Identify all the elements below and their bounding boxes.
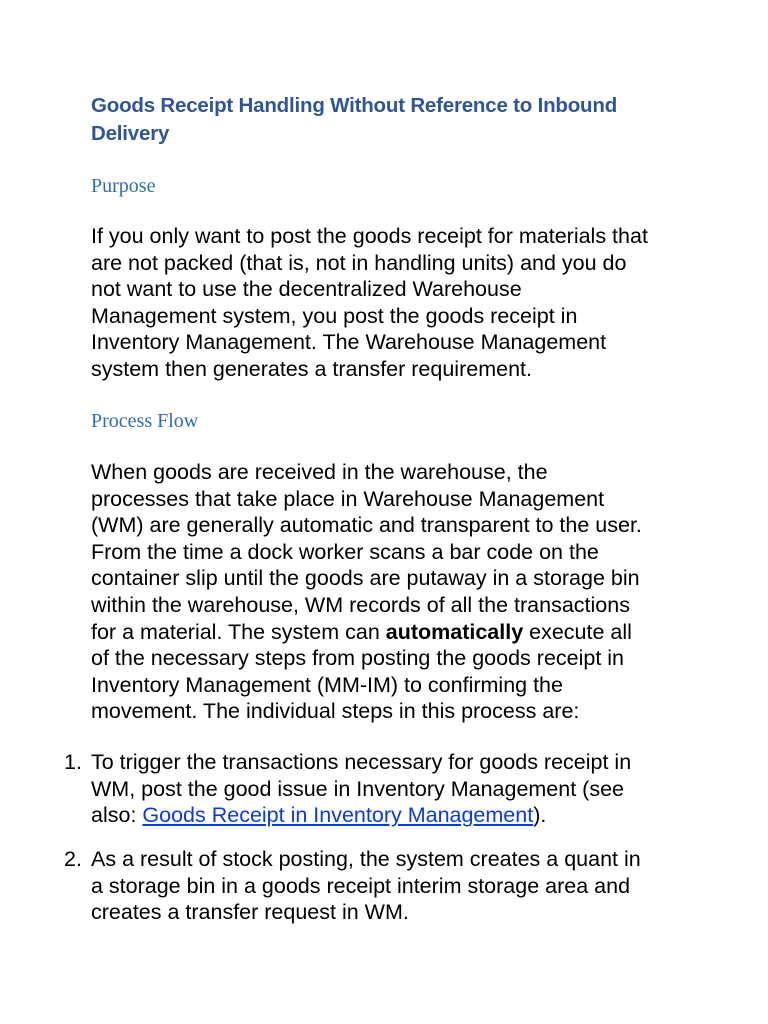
paragraph-line: If you only want to post the goods receipt for materials that <box>91 224 648 248</box>
process-flow-paragraph <box>91 459 691 725</box>
title-line: Delivery <box>91 122 170 145</box>
text-run: also: <box>91 803 143 828</box>
paragraph-line: system then generates a transfer requirement. <box>91 356 532 381</box>
paragraph-line: From the time a dock worker scans a bar code on the <box>91 539 599 564</box>
process-flow-heading: Process Flow <box>91 410 199 432</box>
paragraph-line: within the warehouse, WM records of all the transactions <box>91 592 630 617</box>
paragraph-line: Inventory Management. The Warehouse Management <box>91 330 607 355</box>
paragraph-line: processes that take place in Warehouse Management <box>91 486 605 511</box>
paragraph-line <box>91 802 701 829</box>
list-item-text <box>91 749 701 829</box>
paragraph-line: container slip until the goods are putaway in a storage bin <box>91 566 640 591</box>
paragraph-line <box>91 619 691 646</box>
list-item-text <box>91 846 701 926</box>
text-run: for a material. The system can <box>91 619 386 644</box>
paragraph-line: Inventory Management (MM-IM) to confirming the <box>91 672 563 697</box>
document-title <box>91 92 691 148</box>
paragraph-line: are not packed (that is, not in handling units) and you do <box>91 250 627 275</box>
paragraph-line: creates a transfer request in WM. <box>91 900 409 925</box>
text-run: ). <box>533 803 547 828</box>
list-number: 2. <box>64 847 82 871</box>
paragraph-line: WM, post the good issue in Inventory Management (see <box>91 776 624 801</box>
emphasis-automatically: automatically <box>385 619 524 644</box>
paragraph-line: To trigger the transactions necessary for goods receipt in <box>91 750 632 774</box>
paragraph-line: As a result of stock posting, the system creates a quant in <box>91 847 641 871</box>
paragraph-line: of the necessary steps from posting the goods receipt in <box>91 646 625 671</box>
list-number: 1. <box>64 750 82 774</box>
paragraph-line: movement. The individual steps in this process are: <box>91 699 580 724</box>
text-run: execute all <box>523 619 632 644</box>
paragraph-line: (WM) are generally automatic and transparent to the user. <box>91 513 642 538</box>
paragraph-line: a storage bin in a goods receipt interim storage area and <box>91 873 631 898</box>
purpose-heading: Purpose <box>91 175 156 197</box>
title-line: Goods Receipt Handling Without Reference to Inbound <box>91 94 618 117</box>
goods-receipt-inventory-link[interactable]: Goods Receipt in Inventory Management <box>142 803 534 828</box>
paragraph-line: not want to use the decentralized Warehouse <box>91 277 522 302</box>
paragraph-line: Management system, you post the goods receipt in <box>91 303 578 328</box>
purpose-paragraph <box>91 223 691 383</box>
paragraph-line: When goods are received in the warehouse, the <box>91 460 548 484</box>
